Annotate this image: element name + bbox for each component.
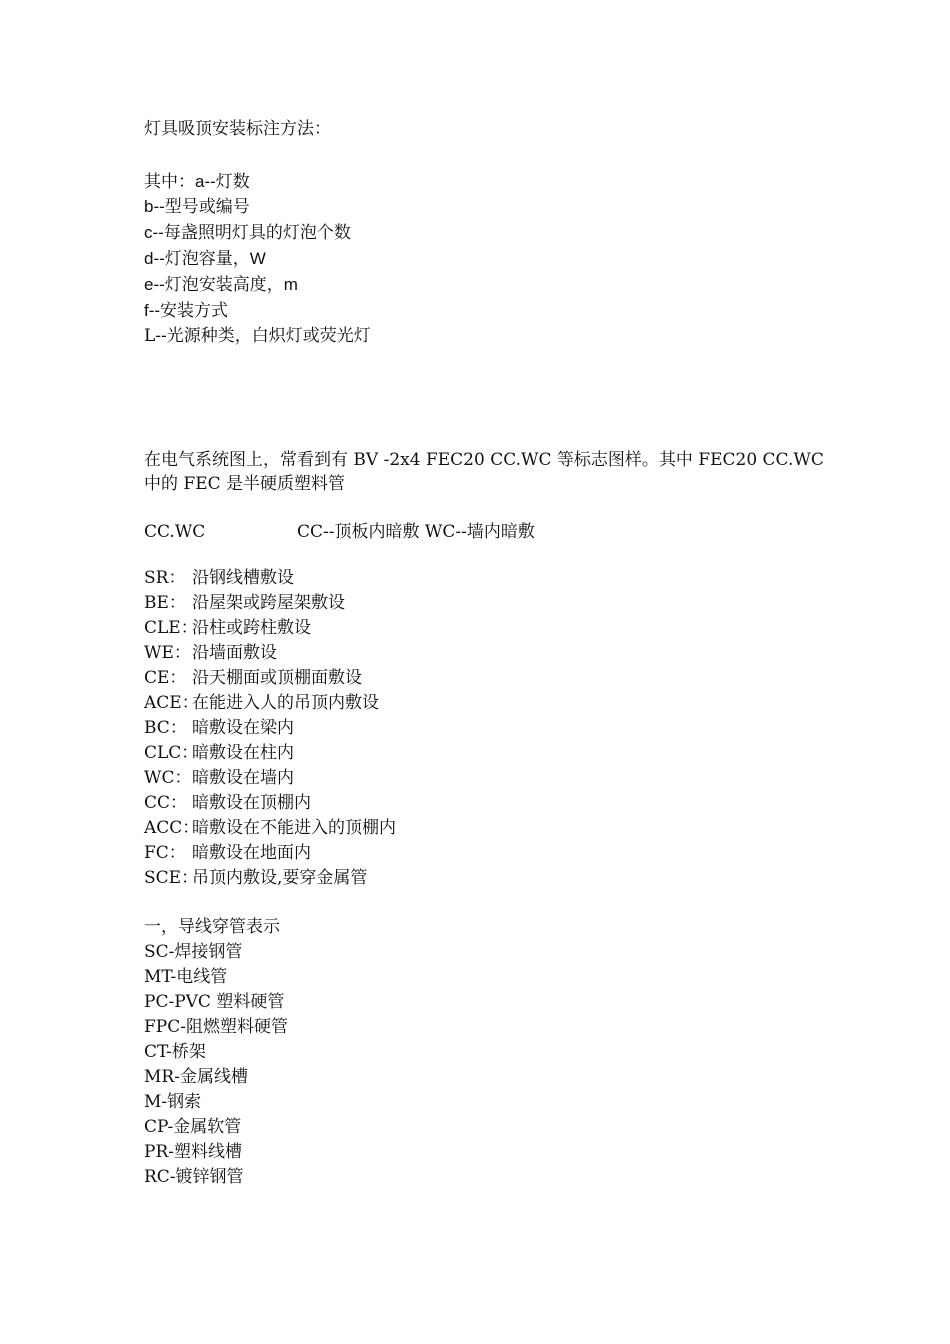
section1-item: L--光源种类，白炽灯或荧光灯	[144, 326, 371, 346]
laying-code: CC：	[144, 793, 188, 813]
conduit-item: MR-金属线槽	[144, 1067, 248, 1087]
conduit-title: 一，导线穿管表示	[144, 917, 280, 937]
section1-item: b--型号或编号	[144, 197, 250, 216]
laying-code: CLE：	[144, 618, 198, 638]
laying-code: CLC：	[144, 743, 199, 763]
section1-item: c--每盏照明灯具的灯泡个数	[144, 223, 351, 242]
laying-code: CE：	[144, 668, 187, 688]
laying-code: ACE：	[144, 693, 199, 713]
laying-desc: 吊顶内敷设,要穿金属管	[192, 868, 368, 888]
laying-desc: 暗敷设在梁内	[192, 718, 294, 738]
section1-title: 灯具吸顶安装标注方法：	[144, 119, 331, 139]
ccwc-description: CC--顶板内暗敷 WC--墙内暗敷	[297, 522, 535, 542]
paragraph-line: 在电气系统图上，常看到有 BV -2x4 FEC20 CC.WC 等标志图样。其中 FEC20 CC.WC	[144, 450, 824, 470]
conduit-item: PR-塑料线槽	[144, 1142, 242, 1162]
conduit-item: RC-镀锌钢管	[144, 1167, 244, 1187]
laying-desc: 暗敷设在墙内	[192, 768, 294, 788]
laying-code: FC：	[144, 843, 186, 863]
conduit-item: MT-电线管	[144, 967, 228, 987]
conduit-item: SC-焊接钢管	[144, 942, 243, 962]
laying-desc: 在能进入人的吊顶内敷设	[192, 693, 379, 713]
section1-item: e--灯泡安装高度，m	[144, 275, 298, 294]
laying-code: ACC：	[144, 818, 200, 838]
conduit-item: M-钢索	[144, 1092, 202, 1112]
laying-code: SR：	[144, 568, 186, 588]
paragraph-line: 中的 FEC 是半硬质塑料管	[144, 474, 346, 494]
section1-item: d--灯泡容量，W	[144, 249, 266, 268]
conduit-item: CP-金属软管	[144, 1117, 242, 1137]
laying-desc: 沿墙面敷设	[192, 643, 277, 663]
ccwc-code: CC.WC	[144, 522, 206, 542]
conduit-item: CT-桥架	[144, 1042, 206, 1062]
laying-code: WE：	[144, 643, 191, 663]
section1-item: f--安装方式	[144, 301, 229, 320]
laying-desc: 暗敷设在不能进入的顶棚内	[192, 818, 396, 838]
laying-code: BE：	[144, 593, 186, 613]
laying-code: BC：	[144, 718, 187, 738]
conduit-item: FPC-阻燃塑料硬管	[144, 1017, 288, 1037]
section1-item: 其中：a--灯数	[144, 172, 250, 191]
laying-desc: 暗敷设在地面内	[192, 843, 311, 863]
laying-desc: 沿屋架或跨屋架敷设	[192, 593, 345, 613]
conduit-item: PC-PVC 塑料硬管	[144, 992, 285, 1012]
laying-code: SCE：	[144, 868, 199, 888]
laying-code: WC：	[144, 768, 192, 788]
laying-desc: 沿柱或跨柱敷设	[192, 618, 311, 638]
laying-desc: 沿钢线槽敷设	[192, 568, 294, 588]
laying-desc: 沿天棚面或顶棚面敷设	[192, 668, 362, 688]
laying-desc: 暗敷设在顶棚内	[192, 793, 311, 813]
laying-desc: 暗敷设在柱内	[192, 743, 294, 763]
